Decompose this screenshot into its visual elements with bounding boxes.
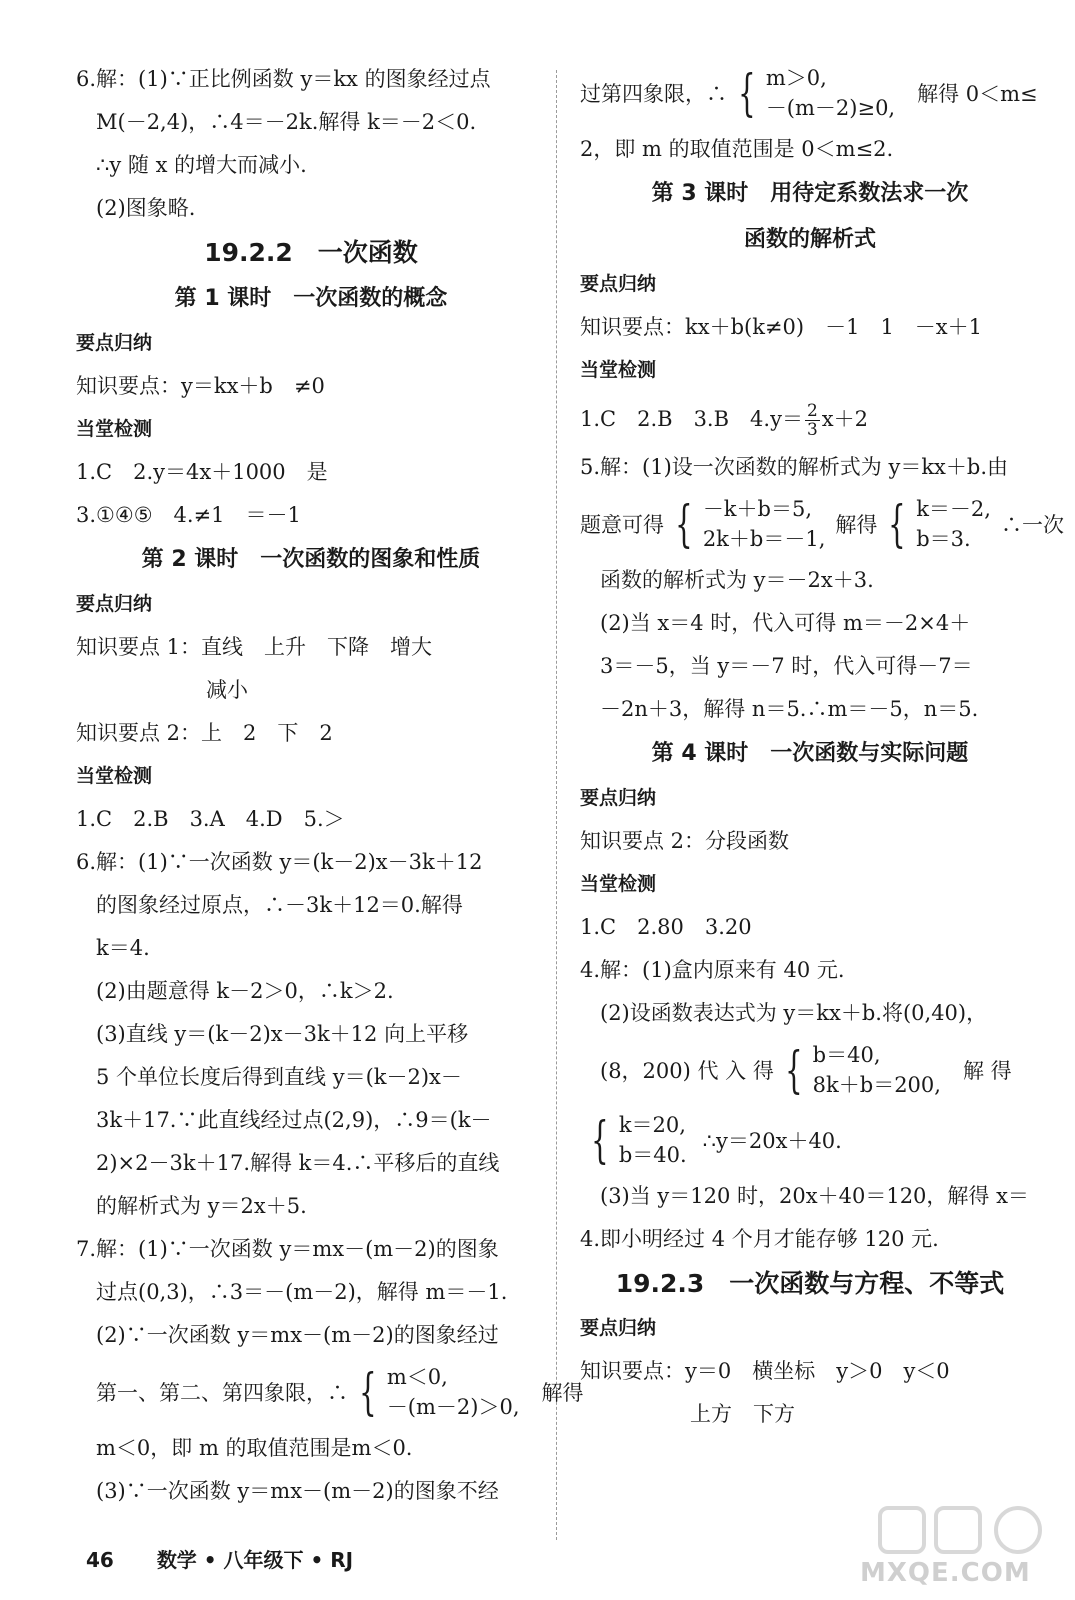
lesson-title: 第 2 课时 一次函数的图象和性质 xyxy=(141,547,481,572)
equation-row: k＝－2, xyxy=(916,497,991,521)
answer-line: (2)当 x＝4 时，代入可得 m＝－2×4＋ xyxy=(600,611,971,635)
section-heading: 19.2.3 一次函数与方程、不等式 xyxy=(615,1269,1005,1298)
answer-line: 知识要点 1：直线 上升 下降 增大 xyxy=(76,635,433,659)
equation-row: －(m－2)≥0, xyxy=(765,96,896,120)
answer-line: 6.解：(1)∵正比例函数 y＝kx 的图象经过点 xyxy=(76,67,491,91)
equation-row: m＞0, xyxy=(765,66,827,90)
answer-line: 减小 xyxy=(206,678,248,702)
answer-line: 1.C 2.80 3.20 xyxy=(580,915,752,939)
answer-text: x＋2 xyxy=(821,407,868,431)
answer-line: 1.C 2.B 3.A 4.D 5.＞ xyxy=(76,807,345,831)
answer-line: 3.①④⑤ 4.≠1 ＝－1 xyxy=(76,503,301,527)
watermark-logo xyxy=(860,1500,1060,1590)
label-check: 当堂检测 xyxy=(580,873,657,895)
answer-line: 2)×2－3k＋17.解得 k＝4.∴平移后的直线 xyxy=(96,1151,500,1175)
answer-line: (2)∵一次函数 y＝mx－(m－2)的图象经过 xyxy=(96,1323,499,1347)
system-suffix: ∴一次 xyxy=(1000,513,1064,537)
left-brace-icon: { xyxy=(738,64,756,122)
left-brace-icon: { xyxy=(359,1363,377,1421)
answer-line: (3)当 y＝120 时，20x＋40＝120，解得 x＝ xyxy=(600,1184,1029,1208)
left-column xyxy=(76,58,584,1513)
answer-line: 5.解：(1)设一次函数的解析式为 y＝kx＋b.由 xyxy=(580,455,1009,479)
lesson-title-continued: 函数的解析式 xyxy=(743,227,876,252)
answer-line: 7.解：(1)∵一次函数 y＝mx－(m－2)的图象 xyxy=(76,1237,499,1261)
page-number: 46 xyxy=(86,1548,114,1572)
equation-row: －k＋b＝5, xyxy=(702,497,813,521)
answer-line: 4.解：(1)盒内原来有 40 元. xyxy=(580,958,845,982)
book-title: 数学 • 八年级下 • RJ xyxy=(156,1548,354,1572)
answer-line: 4.即小明经过 4 个月才能存够 120 元. xyxy=(580,1227,939,1251)
equation-row: b＝40, xyxy=(812,1043,881,1067)
answer-line: 2，即 m 的取值范围是 0＜m≤2. xyxy=(580,137,894,161)
equation-row: m＜0, xyxy=(386,1365,448,1389)
left-brace-icon: { xyxy=(675,495,693,553)
system-suffix: 解得 xyxy=(541,1381,584,1405)
label-check: 当堂检测 xyxy=(76,418,153,440)
answer-line: (2)设函数表达式为 y＝kx＋b.将(0,40)， xyxy=(600,1001,988,1025)
answer-line: 知识要点：kx＋b(k≠0) －1 1 －x＋1 xyxy=(580,315,983,339)
answer-line: 6.解：(1)∵一次函数 y＝(k－2)x－3k＋12 xyxy=(76,850,483,874)
equation-stack xyxy=(813,1040,941,1100)
system-suffix: 解 得 xyxy=(962,1059,1012,1083)
equation-system-line xyxy=(580,58,1040,128)
system-prefix: 过第四象限，∴ xyxy=(580,82,727,106)
answer-line: 1.C 2.y＝4x＋1000 是 xyxy=(76,460,328,484)
label-key-points: 要点归纳 xyxy=(76,593,153,615)
fraction-numerator: 2 xyxy=(806,401,818,421)
fraction xyxy=(805,402,820,439)
answer-line: k＝4. xyxy=(96,936,150,960)
answer-line: 5 个单位长度后得到直线 y＝(k－2)x－ xyxy=(96,1065,462,1089)
lesson-title: 第 3 课时 用待定系数法求一次 xyxy=(651,181,969,206)
equation-row: k＝20, xyxy=(618,1113,686,1137)
lesson-title: 第 4 课时 一次函数与实际问题 xyxy=(651,741,969,766)
answer-line: 知识要点：y＝0 横坐标 y＞0 y＜0 xyxy=(580,1359,950,1383)
system-prefix: 题意可得 xyxy=(580,513,664,537)
answer-line: 上方 下方 xyxy=(690,1402,795,1426)
system-suffix: 解得 xyxy=(835,513,878,537)
label-key-points: 要点归纳 xyxy=(580,273,657,295)
equation-stack xyxy=(916,494,991,554)
equation-row: 8k＋b＝200, xyxy=(812,1073,941,1097)
answer-line xyxy=(580,392,1040,446)
watermark-icon xyxy=(860,1500,1060,1560)
left-brace-icon: { xyxy=(785,1041,803,1099)
left-brace-icon: { xyxy=(591,1111,609,1169)
answer-line: 知识要点 2：分段函数 xyxy=(580,829,790,853)
label-key-points: 要点归纳 xyxy=(580,1317,657,1339)
system-prefix: (8，200) 代 入 得 xyxy=(600,1059,774,1083)
fraction-denominator: 3 xyxy=(806,420,818,440)
answer-line: m＜0，即 m 的取值范围是m＜0. xyxy=(96,1436,413,1460)
answer-line: 知识要点：y＝kx＋b ≠0 xyxy=(76,374,325,398)
answer-line: (3)直线 y＝(k－2)x－3k＋12 向上平移 xyxy=(96,1022,469,1046)
equation-system-line xyxy=(580,1035,1040,1105)
system-suffix: ∴y＝20x＋40. xyxy=(702,1129,842,1153)
column-divider xyxy=(556,70,557,1540)
system-suffix: 解得 0＜m≤ xyxy=(917,82,1038,106)
right-column xyxy=(580,58,1064,1436)
answer-line: 函数的解析式为 y＝－2x＋3. xyxy=(600,568,874,592)
answer-line: 3＝－5，当 y＝－7 时，代入可得－7＝ xyxy=(600,654,973,678)
answer-line: (2)图象略. xyxy=(96,196,196,220)
answer-line: 的图象经过原点，∴－3k＋12＝0.解得 xyxy=(96,893,463,917)
equation-system-line xyxy=(580,489,1064,559)
equation-stack xyxy=(619,1110,687,1170)
system-prefix: 第一、第二、第四象限，∴ xyxy=(96,1381,348,1405)
answer-line: (2)由题意得 k－2＞0，∴k＞2. xyxy=(96,979,394,1003)
equation-row: －(m－2)＞0, xyxy=(386,1395,520,1419)
answer-line: M(－2,4)，∴4＝－2k.解得 k＝－2＜0. xyxy=(96,110,477,134)
equation-stack xyxy=(387,1362,520,1422)
equation-stack xyxy=(766,63,895,123)
answer-line: (3)∵一次函数 y＝mx－(m－2)的图象不经 xyxy=(96,1479,499,1503)
lesson-title: 第 1 课时 一次函数的概念 xyxy=(174,286,448,311)
answer-line: ∴y 随 x 的增大而减小. xyxy=(96,153,307,177)
equation-row: b＝40. xyxy=(618,1143,687,1167)
equation-row: b＝3. xyxy=(916,527,971,551)
equation-system-line xyxy=(76,1357,584,1427)
page-footer xyxy=(86,1544,353,1573)
answer-line: 过点(0,3)，∴3＝－(m－2)，解得 m＝－1. xyxy=(96,1280,508,1304)
answer-line: －2n＋3，解得 n＝5.∴m＝－5，n＝5. xyxy=(600,697,979,721)
answer-text: 1.C 2.B 3.B 4.y＝ xyxy=(580,407,803,431)
left-brace-icon: { xyxy=(888,495,907,553)
answer-line: 的解析式为 y＝2x＋5. xyxy=(96,1194,307,1218)
answer-line: 3k＋17.∵此直线经过点(2,9)，∴9＝(k－ xyxy=(96,1108,492,1132)
label-key-points: 要点归纳 xyxy=(76,332,153,354)
label-check: 当堂检测 xyxy=(580,359,657,381)
equation-system-line xyxy=(580,1105,1040,1175)
label-key-points: 要点归纳 xyxy=(580,787,657,809)
section-heading: 19.2.2 一次函数 xyxy=(204,238,418,267)
answer-line: 知识要点 2：上 2 下 2 xyxy=(76,721,333,745)
watermark-text: MXQE.COM xyxy=(860,1558,1031,1588)
equation-row: 2k＋b＝－1, xyxy=(702,527,826,551)
equation-stack xyxy=(703,494,826,554)
label-check: 当堂检测 xyxy=(76,765,153,787)
